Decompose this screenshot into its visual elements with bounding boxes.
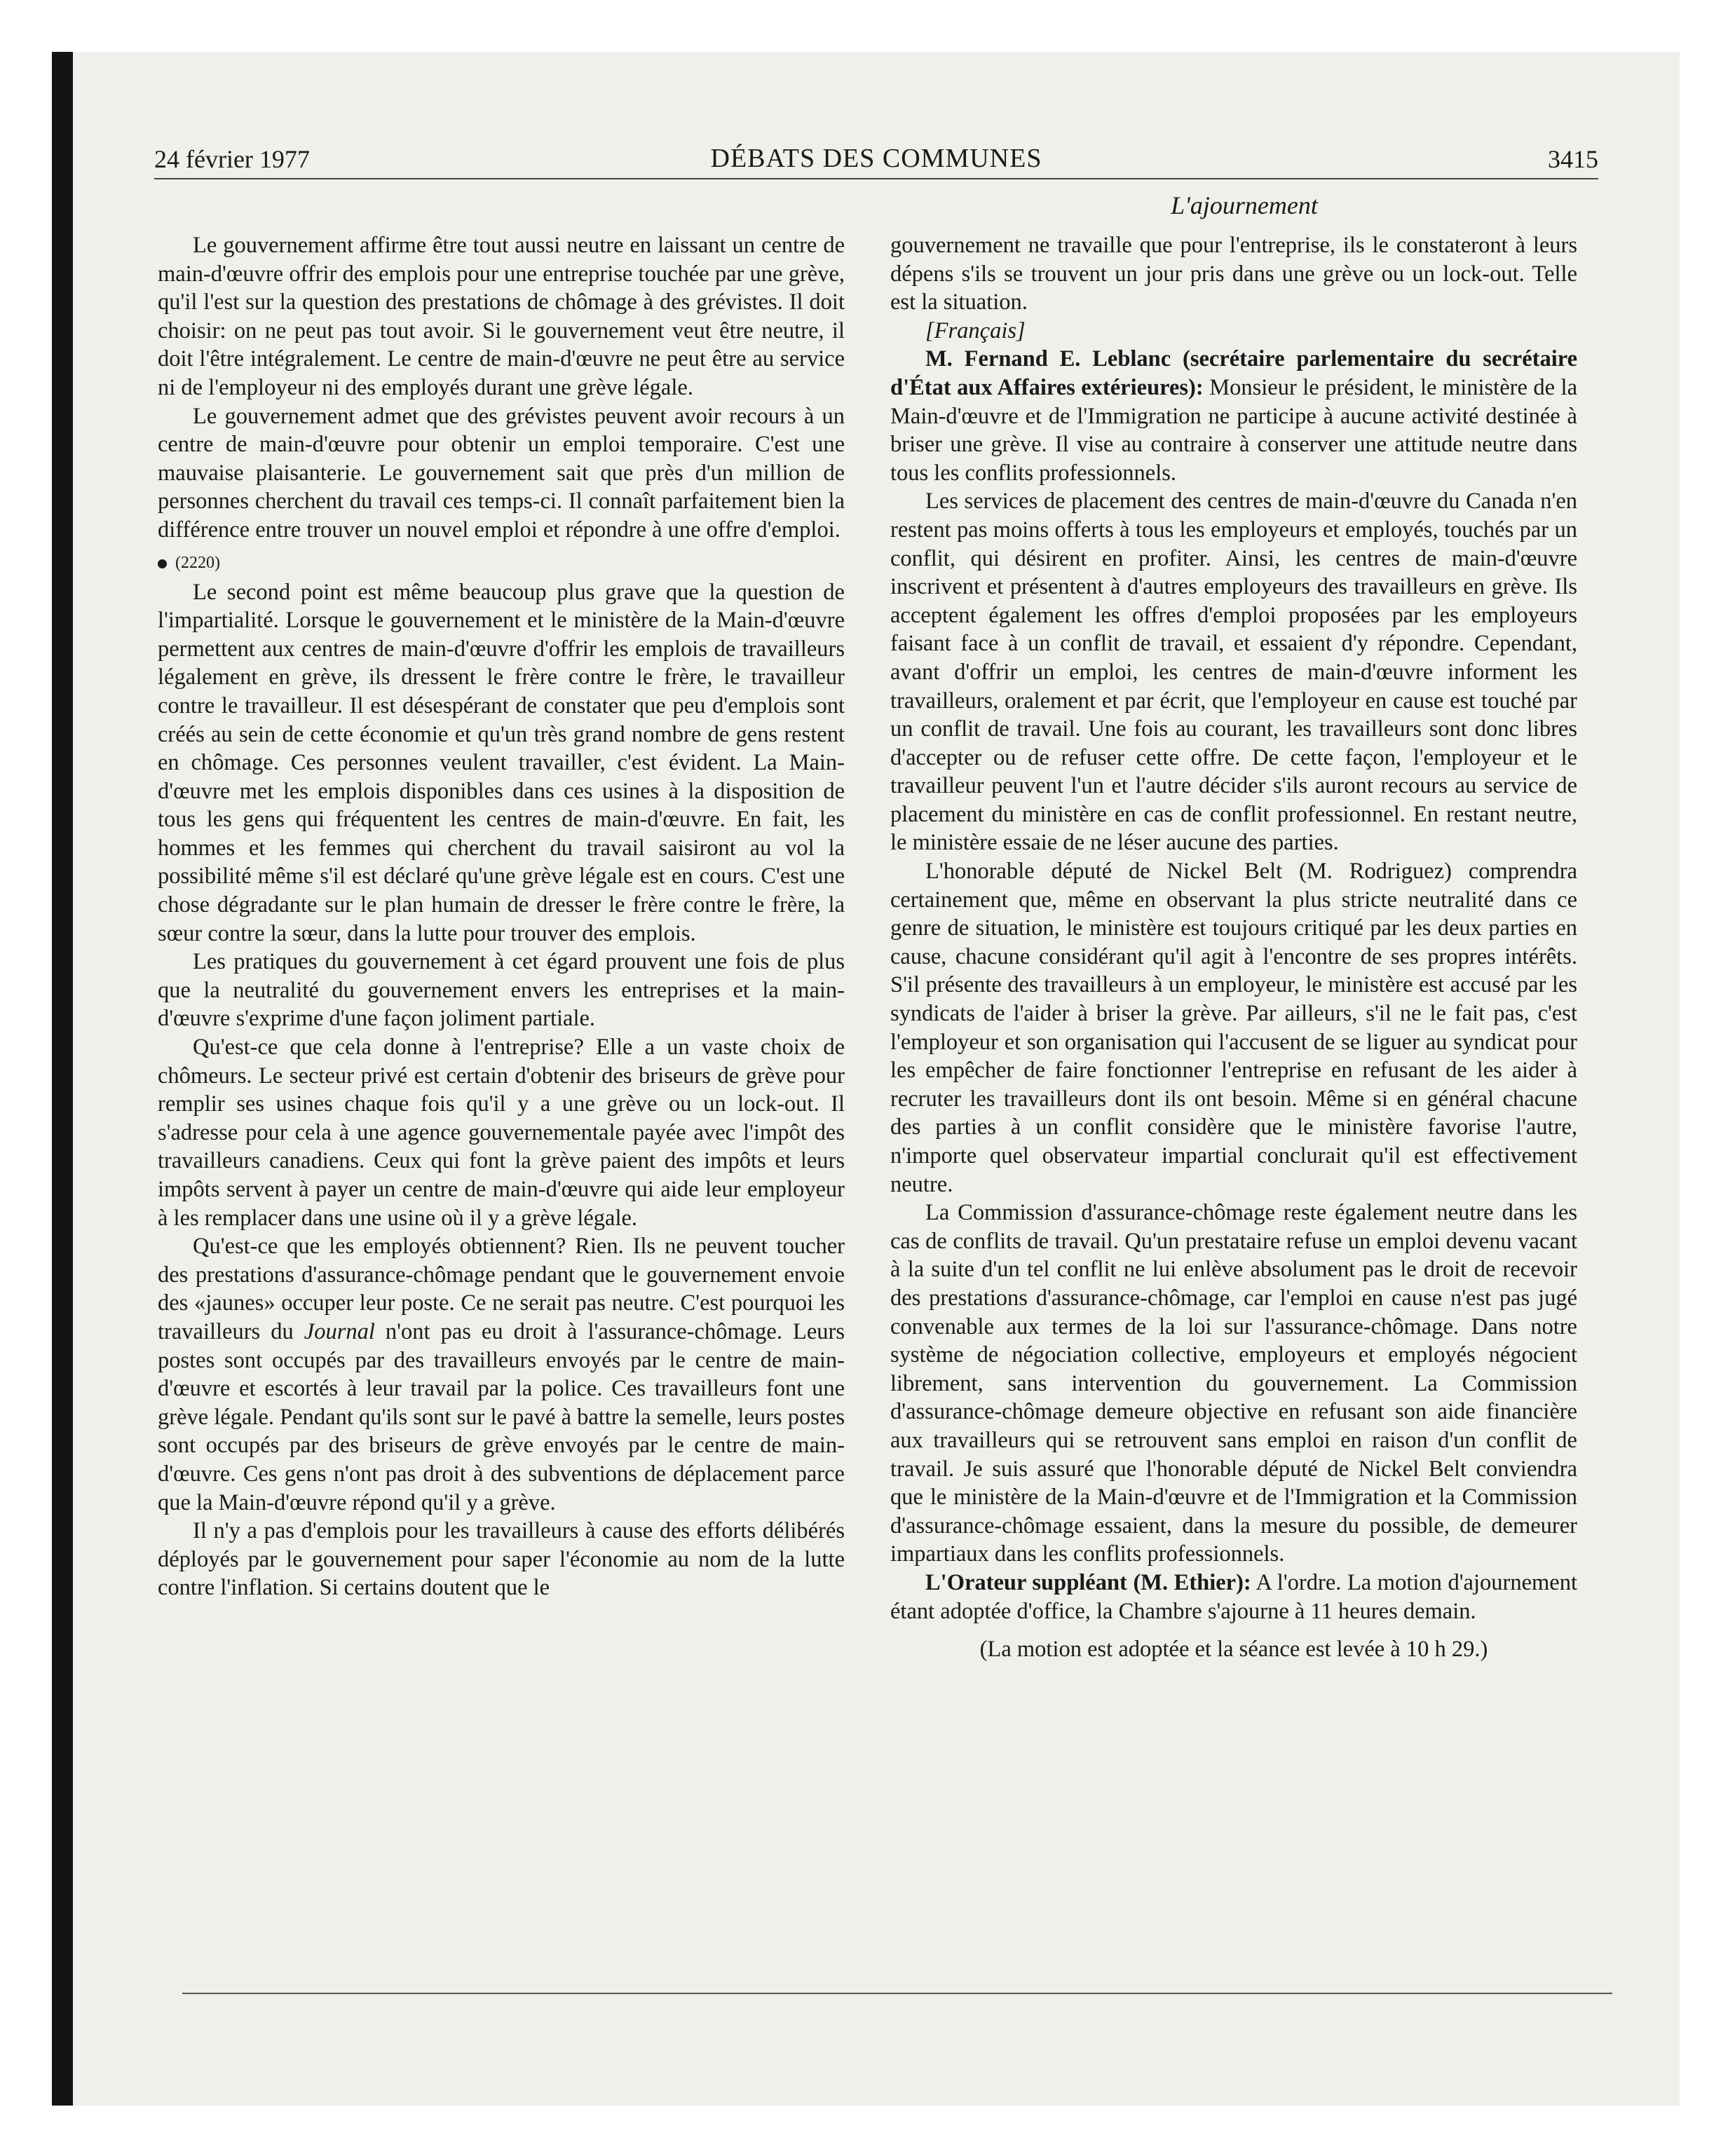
paragraph: L'honorable député de Nickel Belt (M. Rodriguez) comprendra certainement que, même en observant la plus stricte neutralité dans ce genre de situation, le ministère est toujours critiqué par les deux parties en cause, chacune considérant qu'il agit à l'encontre de ses propres intérêts. S'il présente des travailleurs à un employeur, le ministère est accusé par les syndicats de l'aider à briser la grève. Par ailleurs, s'il ne le fait pas, c'est l'employeur et son organisation qui l'accusent de se liguer au syndicat pour les empêcher de faire fonctionner l'entreprise en refusant de les aider à recruter les travailleurs dont ils ont besoin. Même si en général chacune des parties à un conflit considère que le ministère favorise l'autre, n'importe quel observateur impartial conclurait qu'il est effectivement neutre. bbox=[890, 859, 1577, 1197]
page-number: 3415 bbox=[1548, 145, 1598, 173]
paragraph: gouvernement ne travaille que pour l'entreprise, ils le constateront à leurs dépens s'ils se trouvent un jour pris dans une grève ou un lock-out. Telle est la situation. bbox=[890, 233, 1577, 315]
publication-name: Journal bbox=[304, 1318, 375, 1344]
language-marker: [Français] bbox=[925, 318, 1026, 343]
paragraph-text: Qu'est-ce que les employés obtiennent? Rien. Ils ne peuvent toucher des prestations d'assurance-chômage pendant que le gouvernement envoie des «jaunes» occuper leur poste. Ce ne serait pas neutre. C'est pourquoi les travailleurs du bbox=[158, 1234, 845, 1344]
footer-rule bbox=[182, 1993, 1612, 1994]
paragraph: Le gouvernement affirme être tout aussi neutre en laissant un centre de main-d'œuvre offrir des emplois pour une entreprise touchée par une grève, qu'il l'est sur la question des prestations de chômage à des grévistes. Il doit choisir: on ne peut pas tout avoir. Si le gouvernement veut être neutre, il doit l'être intégralement. Le centre de main-d'œuvre ne peut être au service ni de l'employeur ni des employés durant une grève légale. bbox=[158, 233, 845, 400]
paragraph: La Commission d'assurance-chômage reste également neutre dans les cas de conflits de travail. Qu'un prestataire refuse un emploi devenu vacant à la suite d'un tel conflit ne lui enlève absolument pas le droit de recevoir des prestations d'assurance-chômage, car l'emploi en cause n'est pas jugé convenable aux termes de la loi sur l'assurance-chômage. Dans notre système de négociation collective, employeurs et employés négocient librement, sans intervention du gouvernement. La Commission d'assurance-chômage demeure objective en refusant son aide financière aux travailleurs qui se retrouvent sans emploi en raison d'un conflit de travail. Je suis assuré que l'honorable député de Nickel Belt conviendra que le ministère de la Main-d'œuvre et de l'Immigration et la Commission d'assurance-chômage essaient, dans la mesure du possible, de demeurer impartiaux dans les conflits professionnels. bbox=[890, 1200, 1577, 1567]
page-header bbox=[154, 139, 1598, 179]
paragraph bbox=[890, 1569, 1577, 1625]
bullet-icon bbox=[158, 559, 167, 568]
header-date: 24 février 1977 bbox=[154, 145, 310, 173]
section-title: L'ajournement bbox=[1171, 191, 1318, 219]
paragraph: Le gouvernement admet que des grévistes peuvent avoir recours à un centre de main-d'œuvre pour obtenir un emploi temporaire. C'est une mauvaise plaisanterie. Le gouvernement sait que près d'un million de personnes cherchent du travail ces temps-ci. Il connaît parfaitement bien la différence entre trouver un nouvel emploi et répondre à une offre d'emploi. bbox=[158, 403, 845, 543]
paragraph-text: Monsieur le président, le ministère de la Main-d'œuvre et de l'Immigration ne participe à aucune activité destinée à briser une grève. Il vise au contraire à conserver une attitude neutre dans tous les conflits professionnels. bbox=[890, 374, 1577, 486]
paragraph: Qu'est-ce que cela donne à l'entreprise? Elle a un vaste choix de chômeurs. Le secteur privé est certain d'obtenir des briseurs de grève pour remplir ses usines chaque fois qu'il y a une grève ou un lock-out. Il s'adresse pour cela à une agence gouvernementale payée avec l'impôt des travailleurs canadiens. Ceux qui font la grève paient des impôts et leurs impôts servent à payer un centre de main-d'œuvre qui aide leur employeur à les remplacer dans une usine où il y a grève légale. bbox=[158, 1035, 845, 1231]
left-column bbox=[158, 231, 845, 1602]
paragraph: Les services de placement des centres de main-d'œuvre du Canada n'en restent pas moins offerts à tous les employeurs et employés, touchés par un conflit, qui désirent en profiter. Ainsi, les centres de main-d'œuvre inscrivent et présentent à d'autres employeurs des travailleurs en grève. Ils acceptent également les offres d'emploi proposées par les employeurs faisant face à un conflit de travail, et essaient d'y répondre. Cependant, avant d'offrir un emploi, les centres de main-d'œuvre informent les travailleurs, oralement et par écrit, que l'employeur en cause est touché par un conflit de travail. Une fois au courant, les travailleurs sont donc libres d'accepter ou de refuser cette offre. De cette façon, l'employeur et le travailleur peuvent l'un et l'autre décider s'ils auront recours au service de placement du ministère en cas de conflit professionnel. En restant neutre, le ministère essaie de ne léser aucune des parties. bbox=[890, 489, 1577, 856]
speaker-name: L'Orateur suppléant (M. Ethier): bbox=[925, 1569, 1251, 1595]
paragraph-text: A l'ordre. La motion d'ajournement étant adoptée d'office, la Chambre s'ajourne à 11 heures demain. bbox=[890, 1569, 1577, 1624]
right-column bbox=[890, 231, 1577, 1664]
paragraph bbox=[890, 345, 1577, 487]
paragraph-text: n'ont pas eu droit à l'assurance-chômage. Leurs postes sont occupés par des travailleurs envoyés par le centre de main-d'œuvre et escortés à leur travail par la police. Ces travailleurs font une grève légale. Pendant qu'ils sont sur le pavé à battre la semelle, leurs postes sont occupés par des briseurs de grève envoyés par le centre de main-d'œuvre. Ces gens n'ont pas droit à des subventions de déplacement parce que la Main-d'œuvre répond qu'il y a grève. bbox=[158, 1318, 845, 1515]
header-title: DÉBATS DES COMMUNES bbox=[710, 144, 1042, 173]
time-marker-label: (2220) bbox=[175, 553, 220, 572]
closing-note: (La motion est adoptée et la séance est levée à 10 h 29.) bbox=[979, 1637, 1488, 1663]
scan-edge-bar bbox=[52, 52, 73, 2106]
paragraph bbox=[158, 1232, 845, 1517]
paragraph: Le second point est même beaucoup plus grave que la question de l'impartialité. Lorsque le gouvernement et le ministère de la Main-d'œuvre permettent aux centres de main-d'œuvre d'offrir les emplois de travailleurs légalement en grève, ils dressent le frère contre le frère, le travailleur contre le travailleur. Il est désespérant de constater que peu d'emplois sont créés au sein de cette économie et qu'un très grand nombre de gens restent en chômage. Ces personnes veulent travailler, c'est évident. La Main-d'œuvre met les emplois disponibles dans ces usines à la disposition de tous les gens qui fréquentent les centres de main-d'œuvre. En fait, les hommes et les femmes qui cherchent du travail saisiront au vol la possibilité même s'il est déclaré qu'une grève légale est en cours. C'est une chose dégradante sur le plan humain de dresser le frère contre le frère, la sœur contre la sœur, dans la lutte pour trouver des emplois. bbox=[158, 579, 845, 946]
time-marker bbox=[158, 549, 845, 577]
speaker-name: M. Fernand E. Leblanc (secrétaire parlementaire du secrétaire d'État aux Affaires extérieures): bbox=[890, 346, 1577, 400]
paragraph: Les pratiques du gouvernement à cet égard prouvent une fois de plus que la neutralité du gouvernement envers les entreprises et la main-d'œuvre s'exprime d'une façon joliment partiale. bbox=[158, 949, 845, 1032]
paragraph: Il n'y a pas d'emplois pour les travailleurs à cause des efforts délibérés déployés par le gouvernement pour saper l'économie au nom de la lutte contre l'inflation. Si certains doutent que le bbox=[158, 1518, 845, 1601]
